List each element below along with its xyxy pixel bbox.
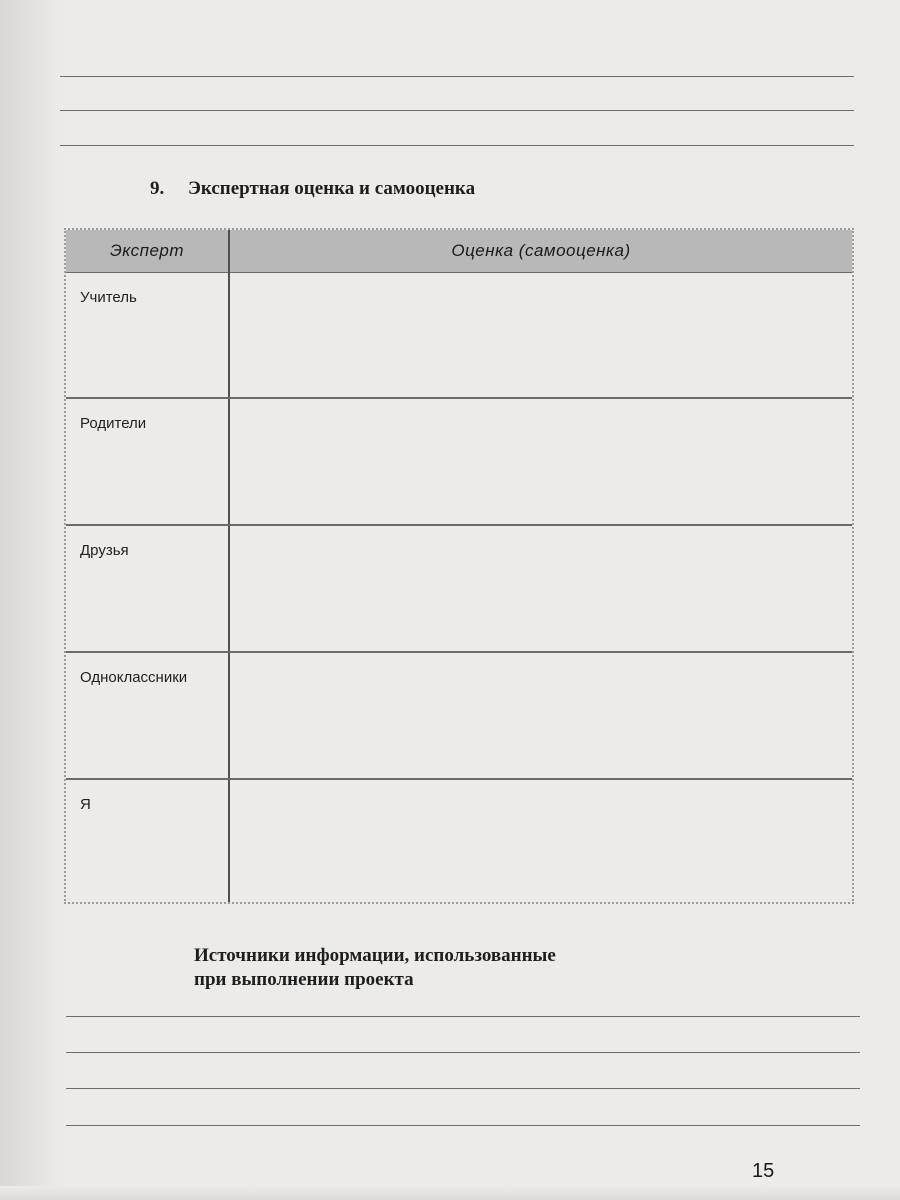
header-assessment: Оценка (самооценка): [229, 230, 852, 273]
section-number: 9.: [150, 178, 165, 199]
page-number: 15: [752, 1160, 775, 1182]
assessment-cell[interactable]: [229, 525, 852, 652]
assessment-cell[interactable]: [229, 652, 852, 779]
section-title: Экспертная оценка и самооценка: [188, 178, 476, 199]
assessment-cell[interactable]: [229, 273, 852, 398]
expert-cell: Одноклассники: [66, 652, 229, 779]
assessment-table: [64, 228, 854, 904]
writing-line: [60, 76, 854, 77]
writing-line: [66, 1088, 860, 1089]
header-expert: Эксперт: [66, 230, 229, 273]
expert-cell: Друзья: [66, 525, 229, 652]
writing-line: [66, 1125, 860, 1126]
table-header-row: [66, 230, 852, 273]
table-row: [66, 779, 852, 902]
writing-line: [66, 1052, 860, 1053]
section-heading: [150, 178, 475, 200]
expert-cell: Учитель: [66, 273, 229, 398]
table-row: [66, 525, 852, 652]
writing-line: [60, 110, 854, 111]
assessment-cell[interactable]: [229, 398, 852, 525]
table-row: [66, 652, 852, 779]
assessment-cell[interactable]: [229, 779, 852, 902]
page-bottom-shadow: [0, 1186, 900, 1200]
page-gutter-shadow: [0, 0, 60, 1200]
expert-cell: Родители: [66, 398, 229, 525]
sources-heading: [194, 944, 754, 992]
table-row: [66, 398, 852, 525]
sources-title-line: Источники информации, использованные: [194, 945, 556, 966]
writing-line: [66, 1016, 860, 1017]
table-row: [66, 273, 852, 398]
writing-line: [60, 145, 854, 146]
expert-cell: Я: [66, 779, 229, 902]
sources-title-line: при выполнении проекта: [194, 969, 414, 990]
